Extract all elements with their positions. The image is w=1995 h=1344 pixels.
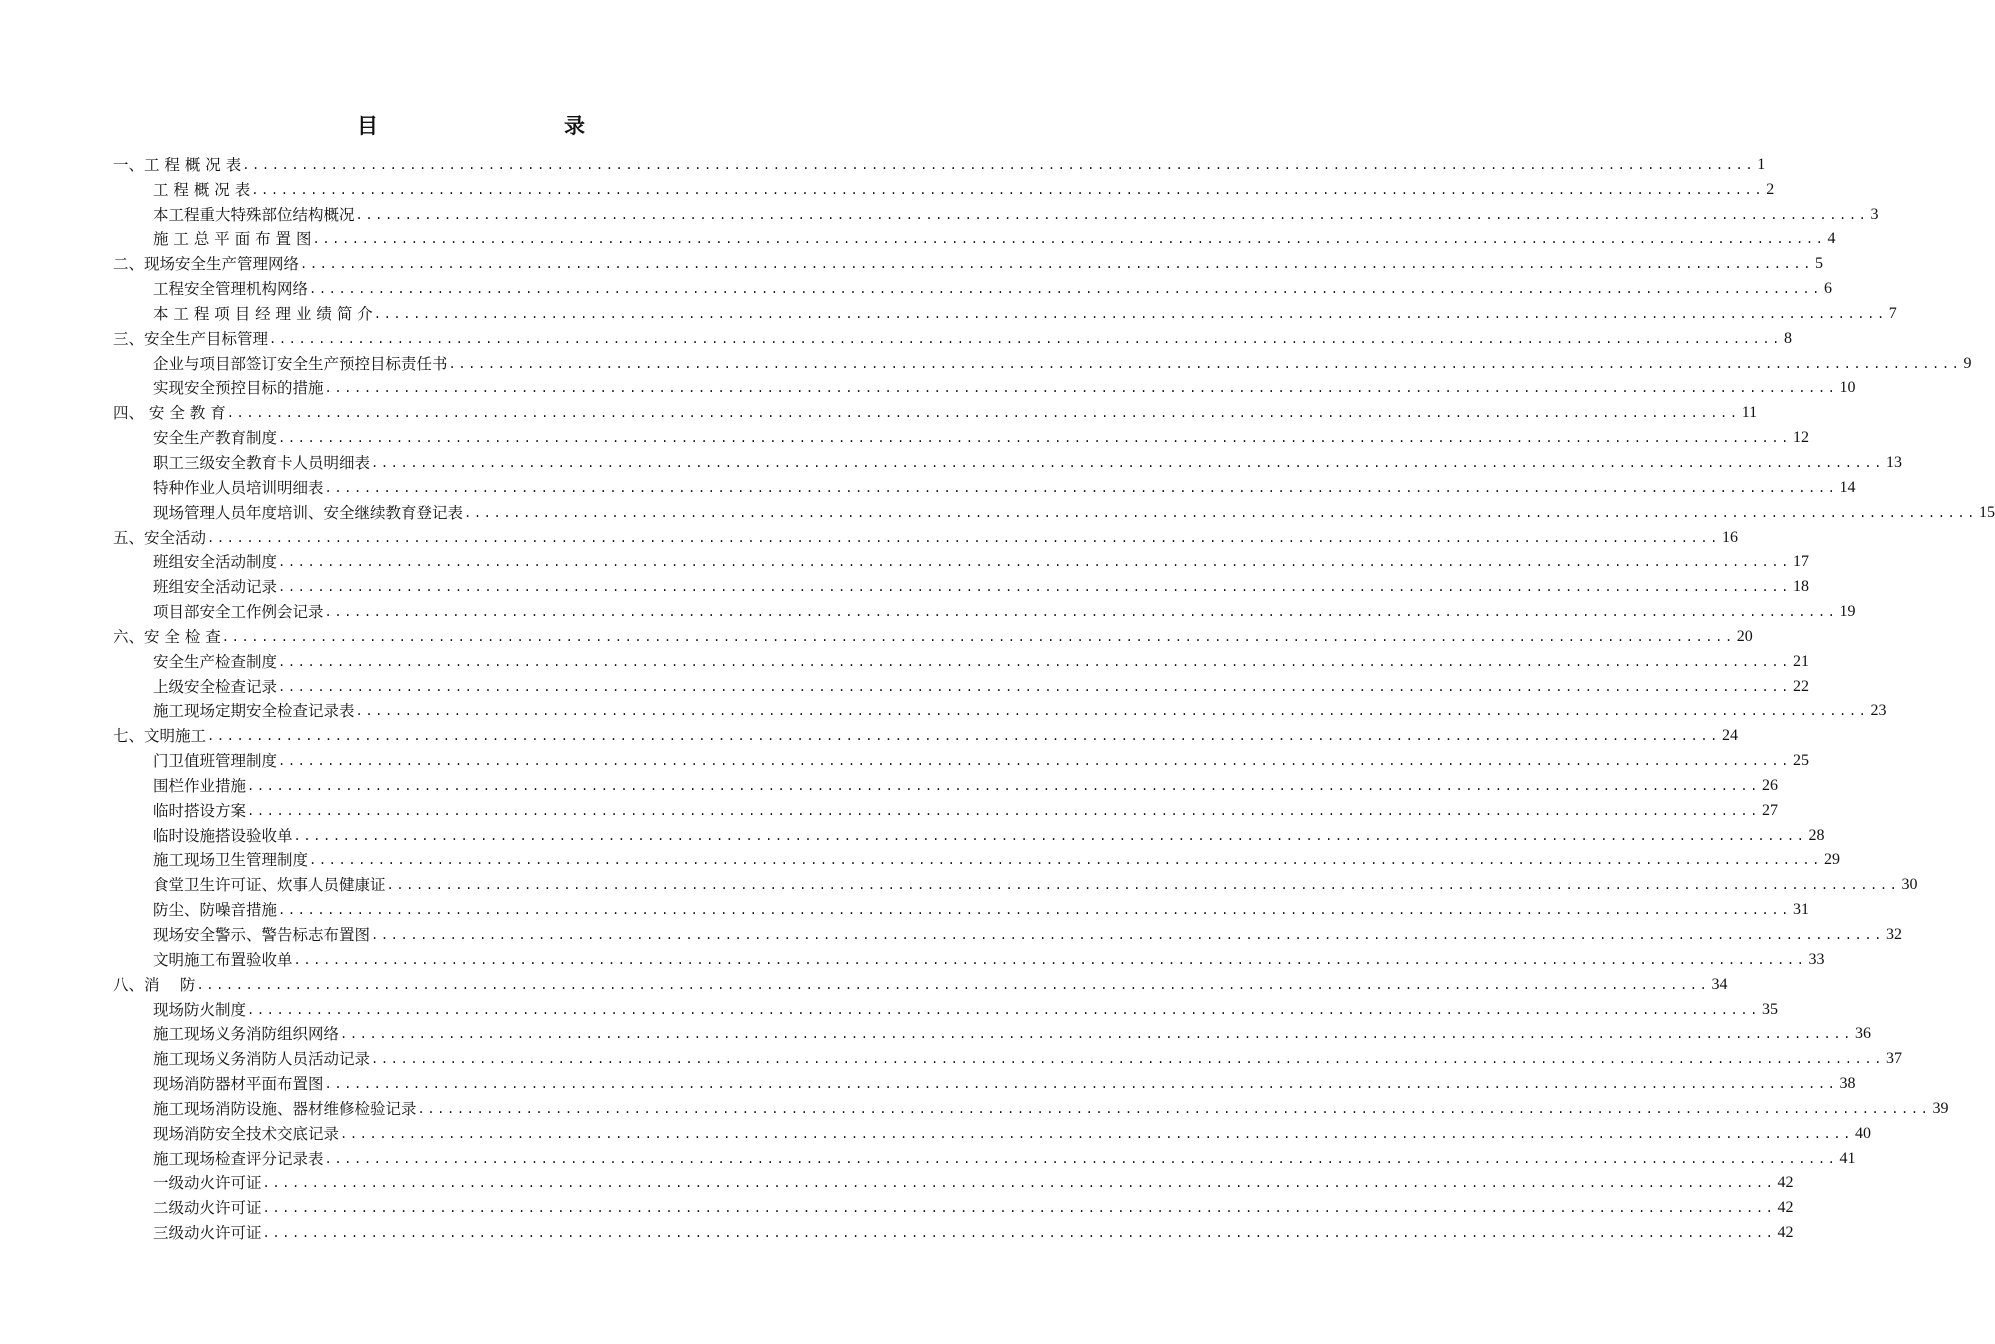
toc-entry-label: 施工现场义务消防组织网络: [153, 1025, 340, 1044]
toc-entry-label: 门卫值班管理制度: [153, 752, 278, 771]
dot-leader: ..........................................................................................................................................................: [355, 207, 1869, 222]
toc-page-number: 30: [1901, 876, 1918, 894]
toc-page-number: 38: [1839, 1075, 1856, 1093]
toc-page-number: 28: [1808, 826, 1825, 844]
toc-subsection-entry[interactable]: [113, 1044, 1903, 1069]
toc-page-number: 37: [1886, 1050, 1903, 1068]
toc-entry-label: 上级安全检查记录: [153, 677, 278, 696]
toc-page-number: 11: [1741, 404, 1758, 422]
dot-leader: ..........................................................................................................................................................: [309, 853, 1823, 868]
toc-section-entry[interactable]: [113, 970, 1728, 995]
toc-page-number: 14: [1839, 478, 1856, 496]
toc-subsection-entry[interactable]: [113, 448, 1903, 473]
toc-entry-label: 围栏作业措施: [153, 776, 247, 795]
toc-page-number: 17: [1793, 553, 1810, 571]
toc-entry-label: 防尘、防噪音措施: [153, 901, 278, 920]
dot-leader: ..........................................................................................................................................................: [251, 182, 1765, 197]
dot-leader: ..........................................................................................................................................................: [247, 803, 1761, 818]
toc-subsection-entry[interactable]: [113, 796, 1779, 821]
toc-entry-label: 班组安全活动记录: [153, 578, 278, 597]
toc-page-number: 20: [1736, 627, 1753, 645]
toc-page-number: 4: [1827, 230, 1836, 248]
toc-page-number: 10: [1839, 379, 1856, 397]
toc-page-number: 25: [1793, 752, 1810, 770]
toc-entry-label: 六、安 全 检 查: [113, 627, 221, 646]
toc-subsection-entry[interactable]: [113, 423, 1810, 448]
dot-leader: ..........................................................................................................................................................: [386, 878, 1900, 893]
toc-page-number: 26: [1762, 776, 1779, 794]
table-of-contents: [113, 150, 1995, 1243]
dot-leader: ..........................................................................................................................................................: [278, 431, 1792, 446]
toc-page-number: 42: [1777, 1199, 1794, 1217]
toc-subsection-entry[interactable]: [113, 1193, 1794, 1218]
toc-page-number: 36: [1855, 1025, 1872, 1043]
toc-entry-label: 三、安全生产目标管理: [113, 329, 269, 348]
toc-subsection-entry[interactable]: [113, 349, 1972, 374]
toc-page-number: 12: [1793, 429, 1810, 447]
toc-entry-label: 安全生产教育制度: [153, 429, 278, 448]
toc-entry-label: 实现安全预控目标的措施: [153, 379, 324, 398]
toc-entry-label: 职工三级安全教育卡人员明细表: [153, 453, 371, 472]
toc-subsection-entry[interactable]: [113, 572, 1810, 597]
toc-entry-label: 一级动火许可证: [153, 1174, 262, 1193]
toc-entry-label: 四、 安 全 教 育: [113, 404, 226, 423]
toc-entry-label: 文明施工布置验收单: [153, 950, 293, 969]
dot-leader: ..........................................................................................................................................................: [262, 1176, 1776, 1191]
toc-subsection-entry[interactable]: [113, 1218, 1794, 1243]
toc-page-number: 7: [1888, 304, 1897, 322]
toc-page-number: 1: [1757, 155, 1766, 173]
toc-subsection-entry[interactable]: [113, 945, 1825, 970]
toc-page-number: 33: [1808, 950, 1825, 968]
toc-section-entry[interactable]: [113, 324, 1793, 349]
toc-entry-label: 现场防火制度: [153, 1000, 247, 1019]
toc-subsection-entry[interactable]: [113, 746, 1810, 771]
toc-entry-label: 五、安全活动: [113, 528, 207, 547]
dot-leader: ..........................................................................................................................................................: [340, 1027, 1854, 1042]
toc-entry-label: 工程安全管理机构网络: [153, 280, 309, 299]
page-title: 目 录: [357, 113, 633, 138]
toc-page-number: 27: [1762, 801, 1779, 819]
dot-leader: ..........................................................................................................................................................: [278, 754, 1792, 769]
toc-entry-label: 现场消防器材平面布置图: [153, 1075, 324, 1094]
toc-subsection-entry[interactable]: [113, 920, 1903, 945]
toc-page-number: 15: [1979, 503, 1995, 521]
toc-entry-label: 工 程 概 况 表: [153, 180, 251, 199]
toc-section-entry[interactable]: [113, 721, 1739, 746]
toc-page-number: 29: [1824, 851, 1841, 869]
dot-leader: ..........................................................................................................................................................: [371, 928, 1885, 942]
dot-leader: ..........................................................................................................................................................: [355, 704, 1869, 719]
toc-page-number: 21: [1793, 652, 1810, 670]
toc-page-number: 35: [1762, 1000, 1779, 1018]
dot-leader: ..........................................................................................................................................................: [324, 1151, 1838, 1166]
toc-subsection-entry[interactable]: [113, 274, 1833, 299]
toc-entry-label: 安全生产检查制度: [153, 652, 278, 671]
toc-page-number: 8: [1784, 329, 1793, 347]
toc-subsection-entry[interactable]: [113, 374, 1856, 399]
dot-leader: ..........................................................................................................................................................: [221, 629, 1735, 644]
toc-page-number: 18: [1793, 578, 1810, 596]
toc-entry-label: 施 工 总 平 面 布 置 图: [153, 230, 312, 249]
dot-leader: ..........................................................................................................................................................: [340, 1126, 1854, 1141]
toc-subsection-entry[interactable]: [113, 1020, 1872, 1045]
toc-page-number: 24: [1722, 727, 1739, 745]
dot-leader: ..........................................................................................................................................................: [293, 952, 1807, 967]
toc-subsection-entry[interactable]: [113, 697, 1887, 722]
toc-subsection-entry[interactable]: [113, 498, 1995, 523]
dot-leader: ..........................................................................................................................................................: [371, 455, 1885, 470]
toc-subsection-entry[interactable]: [113, 200, 1879, 225]
dot-leader: ..........................................................................................................................................................: [324, 381, 1838, 396]
toc-page-number: 40: [1855, 1124, 1872, 1142]
toc-subsection-entry[interactable]: [113, 1069, 1856, 1094]
toc-entry-label: 二、现场安全生产管理网络: [113, 255, 300, 274]
toc-subsection-entry[interactable]: [113, 846, 1841, 871]
dot-leader: ..........................................................................................................................................................: [262, 1226, 1776, 1241]
toc-page-number: 32: [1886, 926, 1903, 943]
dot-leader: ..........................................................................................................................................................: [448, 356, 1962, 371]
toc-page-number: 3: [1870, 205, 1879, 223]
toc-subsection-entry[interactable]: [113, 473, 1856, 498]
dot-leader: ..........................................................................................................................................................: [242, 157, 1756, 172]
dot-leader: ..........................................................................................................................................................: [207, 530, 1721, 545]
dot-leader: ..........................................................................................................................................................: [293, 828, 1807, 843]
toc-entry-label: 施工现场义务消防人员活动记录: [153, 1050, 371, 1069]
toc-entry-label: 三级动火许可证: [153, 1224, 262, 1243]
dot-leader: ..........................................................................................................................................................: [300, 257, 1814, 272]
toc-entry-label: 现场消防安全技术交底记录: [153, 1124, 340, 1143]
toc-page-number: 22: [1793, 677, 1810, 695]
toc-page-number: 23: [1870, 702, 1887, 720]
toc-subsection-entry[interactable]: [113, 771, 1779, 796]
dot-leader: ..........................................................................................................................................................: [278, 580, 1792, 595]
toc-entry-label: 八、消 防: [113, 975, 196, 994]
dot-leader: ..........................................................................................................................................................: [247, 778, 1761, 793]
toc-page-number: 41: [1839, 1149, 1856, 1167]
toc-entry-label: 施工现场定期安全检查记录表: [153, 702, 355, 721]
dot-leader: ..........................................................................................................................................................: [371, 1052, 1885, 1067]
toc-entry-label: 项目部安全工作例会记录: [153, 603, 324, 622]
toc-entry-label: 二级动火许可证: [153, 1199, 262, 1218]
dot-leader: ..........................................................................................................................................................: [262, 1201, 1776, 1216]
toc-subsection-entry[interactable]: [113, 647, 1810, 672]
dot-leader: ..........................................................................................................................................................: [309, 282, 1823, 297]
toc-section-entry[interactable]: [113, 249, 1824, 274]
dot-leader: ..........................................................................................................................................................: [278, 679, 1792, 694]
toc-page-number: 2: [1766, 180, 1775, 198]
toc-page-number: 6: [1824, 280, 1833, 298]
dot-leader: ..........................................................................................................................................................: [226, 406, 1740, 421]
dot-leader: ..........................................................................................................................................................: [417, 1101, 1931, 1116]
toc-page-number: 9: [1963, 354, 1972, 372]
toc-subsection-entry[interactable]: [113, 870, 1918, 895]
toc-page-number: 16: [1722, 528, 1739, 546]
toc-section-entry[interactable]: [113, 622, 1753, 647]
toc-entry-label: 企业与项目部签订安全生产预控目标责任书: [153, 354, 448, 373]
toc-section-entry[interactable]: [113, 523, 1739, 548]
toc-subsection-entry[interactable]: [113, 1094, 1949, 1119]
toc-subsection-entry[interactable]: [113, 821, 1825, 846]
toc-subsection-entry[interactable]: [113, 597, 1856, 622]
toc-entry-label: 特种作业人员培训明细表: [153, 478, 324, 497]
dot-leader: ..........................................................................................................................................................: [464, 505, 1978, 520]
toc-section-entry[interactable]: [113, 150, 1766, 175]
toc-page-number: 34: [1711, 975, 1728, 993]
toc-page-number: 42: [1777, 1174, 1794, 1192]
toc-entry-label: 现场管理人员年度培训、安全继续教育登记表: [153, 503, 464, 522]
dot-leader: ..........................................................................................................................................................: [312, 232, 1826, 247]
toc-subsection-entry[interactable]: [113, 225, 1836, 250]
dot-leader: ..........................................................................................................................................................: [324, 605, 1838, 620]
toc-page-number: 42: [1777, 1224, 1794, 1242]
toc-entry-label: 本工程重大特殊部位结构概况: [153, 205, 355, 224]
toc-entry-label: 一、工 程 概 况 表: [113, 155, 242, 174]
toc-entry-label: 临时搭设方案: [153, 801, 247, 820]
dot-leader: ..........................................................................................................................................................: [196, 977, 1710, 992]
dot-leader: ..........................................................................................................................................................: [269, 331, 1783, 346]
toc-page-number: 13: [1886, 453, 1903, 471]
toc-subsection-entry[interactable]: [113, 1169, 1794, 1194]
dot-leader: ..........................................................................................................................................................: [373, 306, 1887, 321]
toc-page-number: 19: [1839, 603, 1856, 621]
toc-entry-label: 施工现场卫生管理制度: [153, 851, 309, 870]
toc-entry-label: 食堂卫生许可证、炊事人员健康证: [153, 876, 386, 895]
toc-entry-label: 班组安全活动制度: [153, 553, 278, 572]
toc-entry-label: 施工现场检查评分记录表: [153, 1149, 324, 1168]
toc-entry-label: 七、文明施工: [113, 727, 207, 746]
dot-leader: ..........................................................................................................................................................: [247, 1002, 1761, 1017]
toc-page-number: 39: [1932, 1099, 1949, 1117]
dot-leader: ..........................................................................................................................................................: [207, 729, 1721, 744]
toc-subsection-entry[interactable]: [113, 1144, 1856, 1169]
dot-leader: ..........................................................................................................................................................: [278, 555, 1792, 570]
toc-subsection-entry[interactable]: [113, 299, 1897, 324]
toc-section-entry[interactable]: [113, 398, 1758, 423]
toc-entry-label: 本 工 程 项 目 经 理 业 绩 简 介: [153, 304, 373, 323]
toc-page-number: 31: [1793, 901, 1810, 919]
toc-entry-label: 临时设施搭设验收单: [153, 826, 293, 845]
dot-leader: ..........................................................................................................................................................: [278, 903, 1792, 918]
toc-subsection-entry[interactable]: [113, 1119, 1872, 1144]
toc-entry-label: 现场安全警示、警告标志布置图: [153, 926, 371, 944]
dot-leader: ..........................................................................................................................................................: [324, 1077, 1838, 1092]
dot-leader: ..........................................................................................................................................................: [278, 654, 1792, 669]
dot-leader: ..........................................................................................................................................................: [324, 480, 1838, 495]
toc-subsection-entry[interactable]: [113, 672, 1810, 697]
toc-subsection-entry[interactable]: [113, 548, 1810, 573]
toc-page-number: 5: [1815, 255, 1824, 273]
toc-entry-label: 施工现场消防设施、器材维修检验记录: [153, 1099, 417, 1118]
toc-subsection-entry[interactable]: [113, 995, 1779, 1020]
toc-subsection-entry[interactable]: [113, 175, 1775, 200]
toc-subsection-entry[interactable]: [113, 895, 1810, 920]
